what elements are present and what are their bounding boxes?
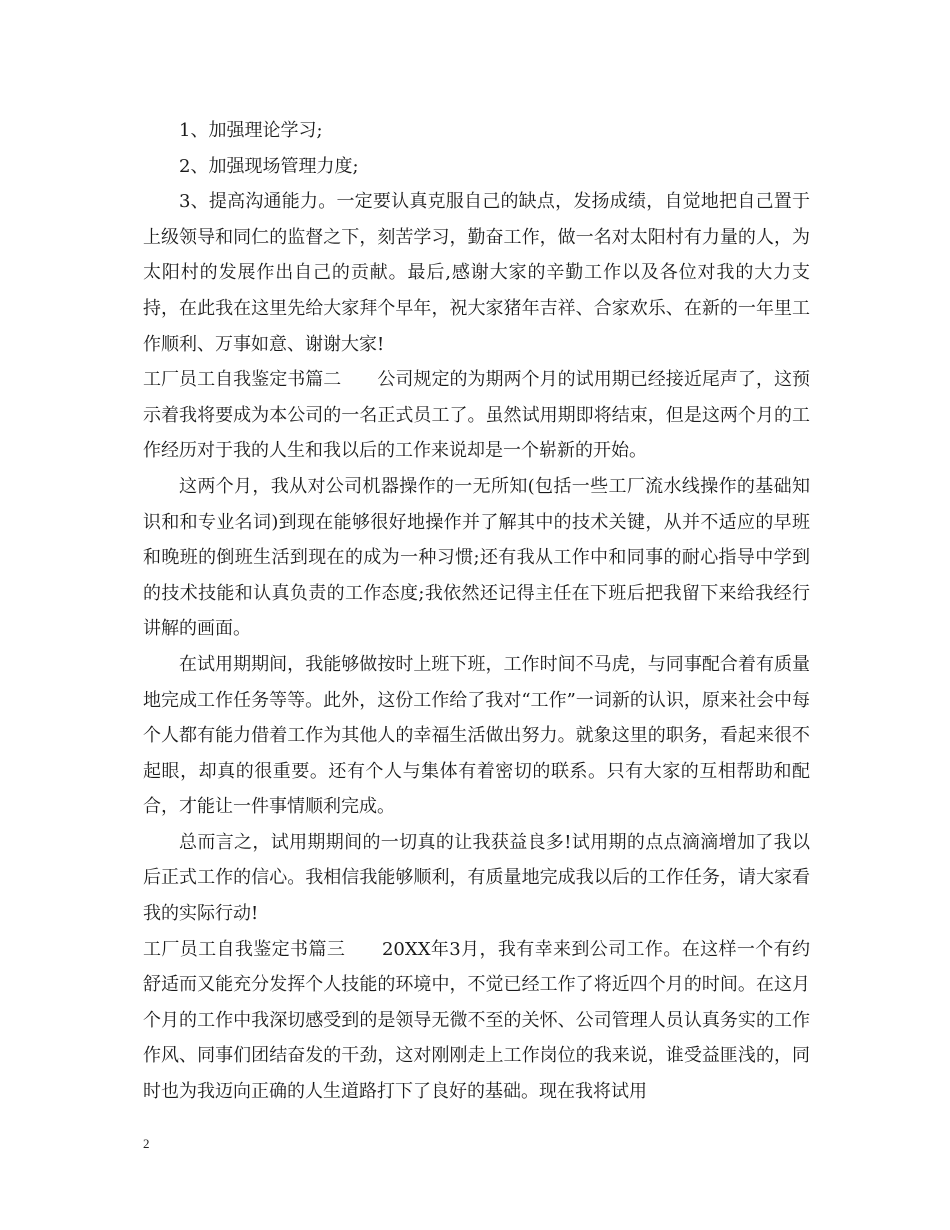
paragraph-probation: 在试用期期间，我能够做按时上班下班，工作时间不马虎，与同事配合着有质量地完成工作任务等等。此外，这份工作给了我对“工作”一词新的认识，原来社会中每个人都有能力借着工作为其他人的幸福生活做出努力。就象这里的职务，看起来很不起眼，却真的很重要。还有个人与集体有着密切的联系。只有大家的互相帮助和配合，才能让一件事情顺利完成。 bbox=[143, 653, 810, 818]
section-heading-paragraph-2: 工厂员工自我鉴定书篇二 公司规定的为期两个月的试用期已经接近尾声了，这预示着我将要成为本公司的一名正式员工了。虽然试用期即将结束，但是这两个月的工作经历对于我的人生和我以后的工作来说却是一个崭新的开始。 bbox=[143, 369, 810, 462]
paragraph-two-months: 这两个月，我从对公司机器操作的一无所知(包括一些工厂流水线操作的基础知识和和专业名词)到现在能够很好地操作并了解其中的技术关键，从并不适应的早班和晚班的倒班生活到现在的成为一种习惯;还有我从工作中和同事的耐心指导中学到的技术技能和认真负责的工作态度;我依然还记得主任在下班后把我留下来给我经行讲解的画面。 bbox=[143, 475, 810, 640]
paragraph-item-2: 2、加强现场管理力度; bbox=[179, 155, 359, 177]
paragraph-summary: 总而言之，试用期期间的一切真的让我获益良多!试用期的点点滴滴增加了我以后正式工作的信心。我相信我能够顺利，有质量地完成我以后的工作任务，请大家看我的实际行动! bbox=[143, 831, 810, 925]
paragraph-item-3: 3、提高沟通能力。一定要认真克服自己的缺点，发扬成绩，自觉地把自己置于上级领导和同仁的监督之下，刻苦学习，勤奋工作，做一名对太阳村有力量的人，为太阳村的发展作出自己的贡献。最后,感谢大家的辛勤工作以及各位对我的大力支持，在此我在这里先给大家拜个早年，祝大家猪年吉祥、合家欢乐、在新的一年里工作顺利、万事如意、谢谢大家! bbox=[143, 191, 810, 355]
section-heading-paragraph-3: 工厂员工自我鉴定书篇三 20XX年3月，我有幸来到公司工作。在这样一个有约舒适而又能充分发挥个人技能的环境中，不觉已经工作了将近四个月的时间。在这月个月的工作中我深切感受到的是领导无微不至的关怀、公司管理人员认真务实的工作作风、同事们团结奋发的干劲，这对刚刚走上工作岗位的我来说，谁受益匪浅的，同时也为我迈向正确的人生道路打下了良好的基础。现在我将试用 bbox=[143, 938, 810, 1103]
paragraph-item-1: 1、加强理论学习; bbox=[179, 120, 323, 141]
document-body bbox=[143, 113, 810, 1110]
page-number: 2 bbox=[143, 1136, 150, 1151]
